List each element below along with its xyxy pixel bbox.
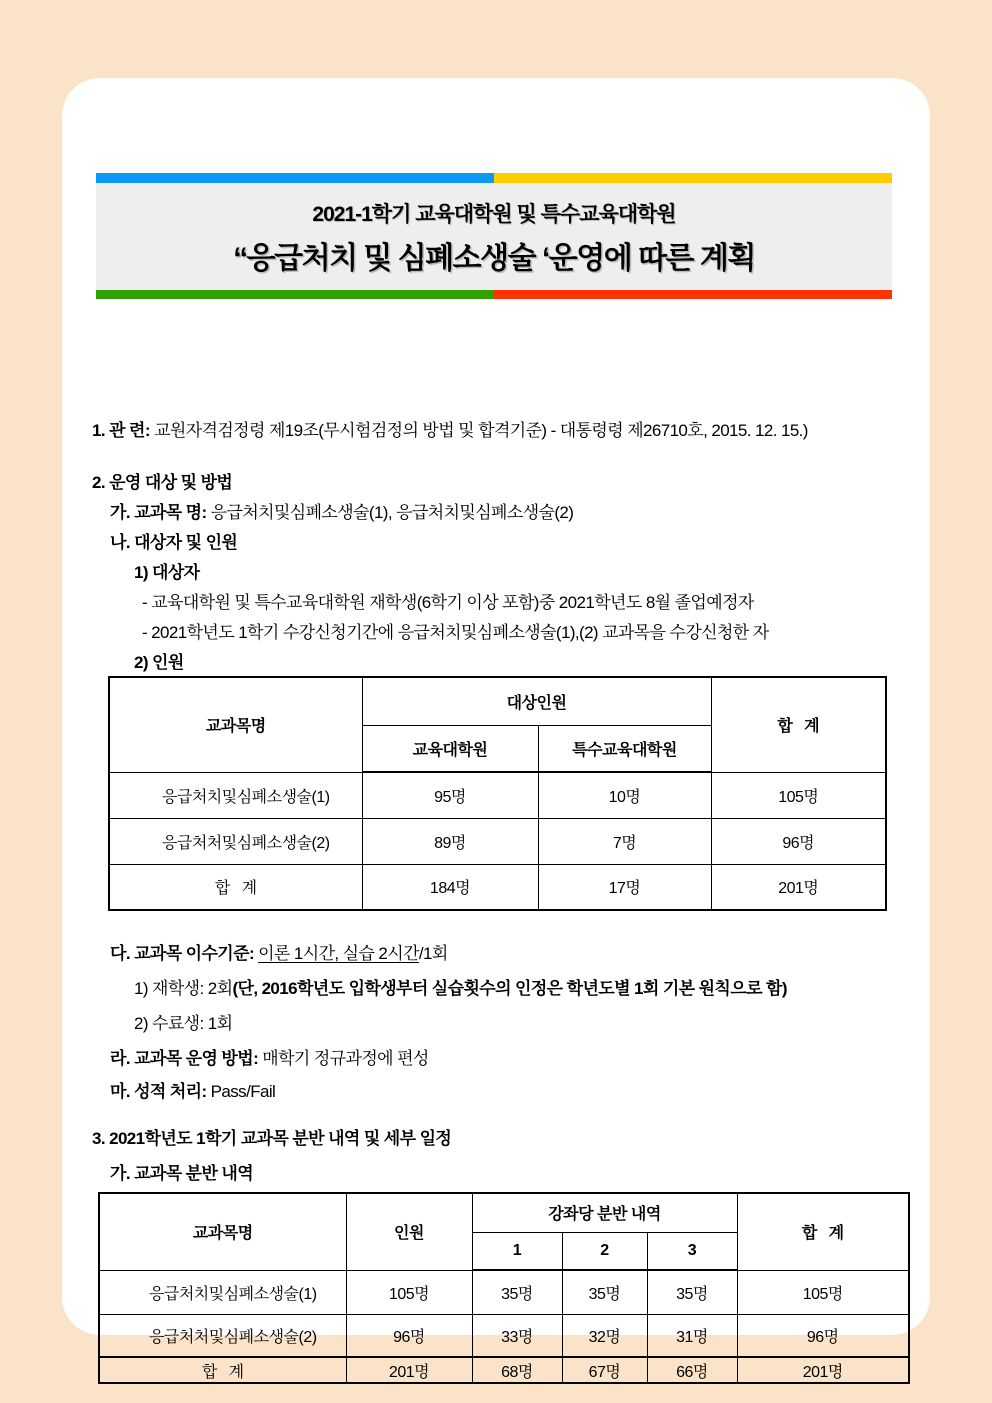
bottom-bar-red-segment bbox=[494, 290, 892, 299]
table-row-total bbox=[109, 864, 886, 910]
division-table bbox=[98, 1192, 910, 1384]
division-col-2: 2 bbox=[562, 1232, 647, 1270]
division-col-count: 인원 bbox=[346, 1193, 472, 1270]
para-criteria-enrolled-normal: 1) 재학생: 2회 bbox=[134, 979, 233, 998]
document-card bbox=[62, 78, 930, 1381]
top-bar-blue-segment bbox=[96, 173, 494, 183]
enrollment-col-grad: 교육대학원 bbox=[362, 725, 538, 772]
para-target-item-2: - 2021학년도 1학기 수강신청기간에 응급처치및심폐소생술(1),(2) 교과목을 수강신청한 자 bbox=[142, 623, 769, 642]
enrollment-col-total: 합 계 bbox=[711, 677, 886, 772]
table-row bbox=[99, 1314, 909, 1357]
header-top-bar bbox=[96, 173, 892, 183]
division-col-group: 강좌당 분반 내역 bbox=[472, 1193, 737, 1232]
para-completion-criteria-rest: /1회 bbox=[418, 944, 448, 963]
bottom-bar-green-segment bbox=[96, 290, 494, 299]
para-criteria-completed: 2) 수료생: 1회 bbox=[134, 1014, 233, 1033]
para-completion-criteria-underlined: 이론 1시간, 실습 2시간 bbox=[258, 944, 419, 963]
table-cell: 89명 bbox=[362, 818, 538, 864]
table-row-total bbox=[99, 1357, 909, 1383]
table-cell: 184명 bbox=[362, 864, 538, 910]
table-cell: 105명 bbox=[737, 1270, 909, 1314]
document-header bbox=[96, 173, 892, 299]
table-cell: 응급처치및심폐소생술(1) bbox=[99, 1270, 346, 1314]
heading-target-and-count: 나. 대상자 및 인원 bbox=[110, 533, 238, 552]
para-criteria-enrolled bbox=[62, 979, 930, 999]
table-row bbox=[109, 772, 886, 818]
table-cell: 응급처처및심폐소생술(2) bbox=[99, 1314, 346, 1357]
para-target-item-1: - 교육대학원 및 특수교육대학원 재학생(6학기 이상 포함)중 2021학년도 8월 졸업예정자 bbox=[142, 593, 754, 612]
table-cell: 10명 bbox=[538, 772, 711, 818]
enrollment-table bbox=[108, 676, 887, 911]
division-col-3: 3 bbox=[647, 1232, 737, 1270]
division-header-row-1 bbox=[99, 1193, 909, 1232]
table-cell: 201명 bbox=[346, 1357, 472, 1383]
division-col-subject: 교과목명 bbox=[99, 1193, 346, 1270]
para-completion-criteria bbox=[62, 944, 930, 964]
table-cell: 합 계 bbox=[99, 1357, 346, 1383]
enrollment-header-row-1 bbox=[109, 677, 886, 725]
table-cell: 105명 bbox=[711, 772, 886, 818]
table-row bbox=[99, 1270, 909, 1314]
table-cell: 응급처치및심폐소생술(1) bbox=[109, 772, 362, 818]
table-cell: 66명 bbox=[647, 1357, 737, 1383]
para-operation-method bbox=[62, 1049, 930, 1069]
para-relation-text: 교원자격검정령 제19조(무시험검정의 방법 및 합격기준) - 대통령령 제26710호, 2015. 12. 15.) bbox=[154, 421, 808, 440]
para-grading bbox=[62, 1082, 930, 1102]
para-subject-name-label: 가. 교과목 명: bbox=[110, 503, 211, 522]
document-subtitle: 2021-1학기 교육대학원 및 특수교육대학원 bbox=[312, 203, 676, 226]
enrollment-col-target-group: 대상인원 bbox=[362, 677, 711, 725]
para-operation-method-label: 라. 교과목 운영 방법: bbox=[110, 1049, 263, 1068]
para-subject-name bbox=[62, 503, 930, 523]
table-cell: 응급처처및심폐소생술(2) bbox=[109, 818, 362, 864]
para-relation-label: 1. 관 련: bbox=[92, 421, 155, 440]
para-subject-name-text: 응급처치및심폐소생술(1), 응급처치및심폐소생술(2) bbox=[210, 503, 574, 522]
document-body bbox=[62, 377, 930, 1384]
table-cell: 201명 bbox=[711, 864, 886, 910]
para-grading-label: 마. 성적 처리: bbox=[110, 1082, 211, 1101]
para-relation bbox=[62, 421, 930, 441]
heading-count: 2) 인원 bbox=[134, 653, 184, 672]
table-row bbox=[109, 818, 886, 864]
table-cell: 17명 bbox=[538, 864, 711, 910]
table-cell: 합 계 bbox=[109, 864, 362, 910]
table-cell: 7명 bbox=[538, 818, 711, 864]
para-completion-criteria-label: 다. 교과목 이수기준: bbox=[110, 944, 259, 963]
heading-target: 1) 대상자 bbox=[134, 563, 200, 582]
table-cell: 96명 bbox=[346, 1314, 472, 1357]
para-grading-text: Pass/Fail bbox=[210, 1082, 276, 1101]
top-bar-yellow-segment bbox=[494, 173, 892, 183]
para-criteria-enrolled-bold: (단, 2016학년도 입학생부터 실습횟수의 인정은 학년도별 1회 기본 원칙으로 함) bbox=[232, 979, 787, 998]
document-title: “응급처치 및 심폐소생술 ‘운영에 따른 계획 bbox=[233, 242, 755, 275]
table-cell: 96명 bbox=[711, 818, 886, 864]
table-cell: 35명 bbox=[562, 1270, 647, 1314]
heading-division-detail: 가. 교과목 분반 내역 bbox=[110, 1164, 254, 1183]
table-cell: 201명 bbox=[737, 1357, 909, 1383]
enrollment-col-subject: 교과목명 bbox=[109, 677, 362, 772]
heading-division-schedule: 3. 2021학년도 1학기 교과목 분반 내역 및 세부 일정 bbox=[92, 1129, 452, 1148]
header-bottom-bar bbox=[96, 290, 892, 299]
table-cell: 31명 bbox=[647, 1314, 737, 1357]
table-cell: 105명 bbox=[346, 1270, 472, 1314]
para-operation-method-text: 매학기 정규과정에 편성 bbox=[262, 1049, 429, 1068]
table-cell: 35명 bbox=[472, 1270, 562, 1314]
table-cell: 32명 bbox=[562, 1314, 647, 1357]
table-cell: 67명 bbox=[562, 1357, 647, 1383]
table-cell: 96명 bbox=[737, 1314, 909, 1357]
division-col-total: 합 계 bbox=[737, 1193, 909, 1270]
division-col-1: 1 bbox=[472, 1232, 562, 1270]
heading-operation: 2. 운영 대상 및 방법 bbox=[92, 473, 233, 492]
table-cell: 95명 bbox=[362, 772, 538, 818]
table-cell: 68명 bbox=[472, 1357, 562, 1383]
table-cell: 35명 bbox=[647, 1270, 737, 1314]
title-box bbox=[96, 183, 892, 290]
table-cell: 33명 bbox=[472, 1314, 562, 1357]
enrollment-col-special: 특수교육대학원 bbox=[538, 725, 711, 772]
